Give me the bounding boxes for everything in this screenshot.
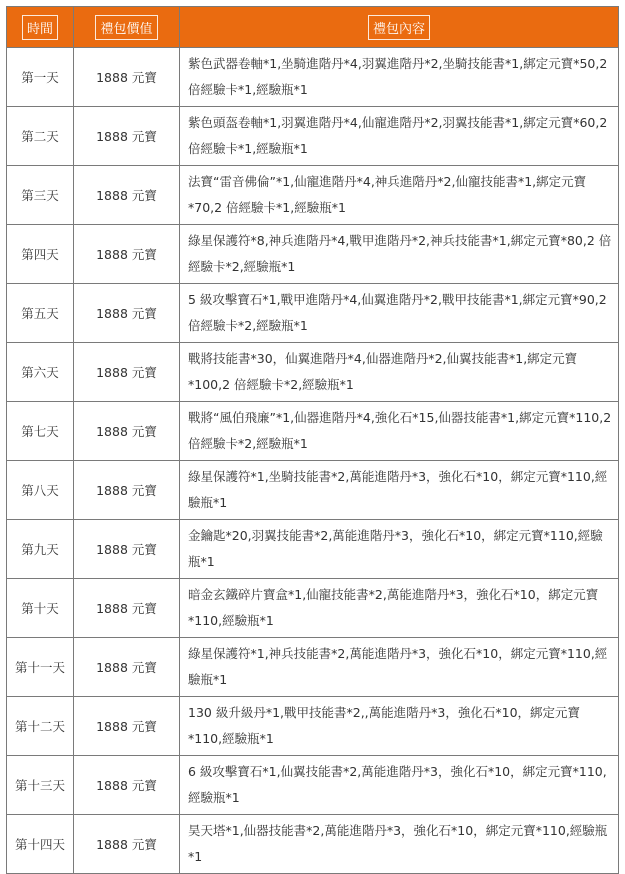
value-cell: 1888 元寶 — [74, 520, 180, 579]
day-cell: 第六天 — [7, 343, 74, 402]
day-cell: 第七天 — [7, 402, 74, 461]
value-cell: 1888 元寶 — [74, 579, 180, 638]
day-cell: 第十一天 — [7, 638, 74, 697]
value-cell: 1888 元寶 — [74, 638, 180, 697]
header-content — [180, 7, 619, 48]
day-cell: 第十三天 — [7, 756, 74, 815]
value-cell: 1888 元寶 — [74, 756, 180, 815]
content-cell: 6 級攻擊寶石*1,仙翼技能書*2,萬能進階丹*3，強化石*10，綁定元寶*110,經驗瓶*1 — [180, 756, 619, 815]
table-row — [7, 756, 619, 815]
table-row — [7, 579, 619, 638]
value-cell: 1888 元寶 — [74, 815, 180, 874]
header-value-label: 禮包價值 — [95, 15, 157, 40]
value-cell: 1888 元寶 — [74, 225, 180, 284]
table-row — [7, 343, 619, 402]
table-row — [7, 225, 619, 284]
day-cell: 第四天 — [7, 225, 74, 284]
table-header-row — [7, 7, 619, 48]
content-cell: 綠星保護符*8,神兵進階丹*4,戰甲進階丹*2,神兵技能書*1,綁定元寶*80,2 倍經驗卡*2,經驗瓶*1 — [180, 225, 619, 284]
content-cell: 暗金玄鐵碎片寶盒*1,仙寵技能書*2,萬能進階丹*3，強化石*10，綁定元寶*110,經驗瓶*1 — [180, 579, 619, 638]
table-row — [7, 107, 619, 166]
day-cell: 第三天 — [7, 166, 74, 225]
day-cell: 第一天 — [7, 48, 74, 107]
content-cell: 綠星保護符*1,神兵技能書*2,萬能進階丹*3，強化石*10，綁定元寶*110,經驗瓶*1 — [180, 638, 619, 697]
value-cell: 1888 元寶 — [74, 343, 180, 402]
day-cell: 第十二天 — [7, 697, 74, 756]
content-cell: 綠星保護符*1,坐騎技能書*2,萬能進階丹*3，強化石*10，綁定元寶*110,經驗瓶*1 — [180, 461, 619, 520]
value-cell: 1888 元寶 — [74, 461, 180, 520]
content-cell: 紫色頭盔卷軸*1,羽翼進階丹*4,仙寵進階丹*2,羽翼技能書*1,綁定元寶*60,2 倍經驗卡*1,經驗瓶*1 — [180, 107, 619, 166]
value-cell: 1888 元寶 — [74, 284, 180, 343]
value-cell: 1888 元寶 — [74, 48, 180, 107]
content-cell: 法寶“雷音佛倫”*1,仙寵進階丹*4,神兵進階丹*2,仙寵技能書*1,綁定元寶*70,2 倍經驗卡*1,經驗瓶*1 — [180, 166, 619, 225]
value-cell: 1888 元寶 — [74, 402, 180, 461]
header-content-label: 禮包內容 — [368, 15, 430, 40]
content-cell: 5 級攻擊寶石*1,戰甲進階丹*4,仙翼進階丹*2,戰甲技能書*1,綁定元寶*90,2 倍經驗卡*2,經驗瓶*1 — [180, 284, 619, 343]
day-cell: 第十天 — [7, 579, 74, 638]
table-row — [7, 48, 619, 107]
value-cell: 1888 元寶 — [74, 166, 180, 225]
header-value — [74, 7, 180, 48]
header-time-label: 時間 — [22, 15, 58, 40]
table-row — [7, 520, 619, 579]
content-cell: 戰將“風伯飛廉”*1,仙器進階丹*4,強化石*15,仙器技能書*1,綁定元寶*110,2 倍經驗卡*2,經驗瓶*1 — [180, 402, 619, 461]
table-row — [7, 284, 619, 343]
table-row — [7, 402, 619, 461]
table-row — [7, 815, 619, 874]
table-row — [7, 461, 619, 520]
value-cell: 1888 元寶 — [74, 107, 180, 166]
content-cell: 戰將技能書*30，仙翼進階丹*4,仙器進階丹*2,仙翼技能書*1,綁定元寶*100,2 倍經驗卡*2,經驗瓶*1 — [180, 343, 619, 402]
value-cell: 1888 元寶 — [74, 697, 180, 756]
day-cell: 第九天 — [7, 520, 74, 579]
table-row — [7, 638, 619, 697]
day-cell: 第八天 — [7, 461, 74, 520]
day-cell: 第十四天 — [7, 815, 74, 874]
content-cell: 昊天塔*1,仙器技能書*2,萬能進階丹*3，強化石*10，綁定元寶*110,經驗瓶*1 — [180, 815, 619, 874]
content-cell: 紫色武器卷軸*1,坐騎進階丹*4,羽翼進階丹*2,坐騎技能書*1,綁定元寶*50,2 倍經驗卡*1,經驗瓶*1 — [180, 48, 619, 107]
gift-package-table — [6, 6, 619, 874]
content-cell: 金鑰匙*20,羽翼技能書*2,萬能進階丹*3，強化石*10，綁定元寶*110,經驗瓶*1 — [180, 520, 619, 579]
day-cell: 第二天 — [7, 107, 74, 166]
day-cell: 第五天 — [7, 284, 74, 343]
table-row — [7, 697, 619, 756]
content-cell: 130 級升級丹*1,戰甲技能書*2,,萬能進階丹*3，強化石*10，綁定元寶*110,經驗瓶*1 — [180, 697, 619, 756]
header-time — [7, 7, 74, 48]
table-row — [7, 166, 619, 225]
